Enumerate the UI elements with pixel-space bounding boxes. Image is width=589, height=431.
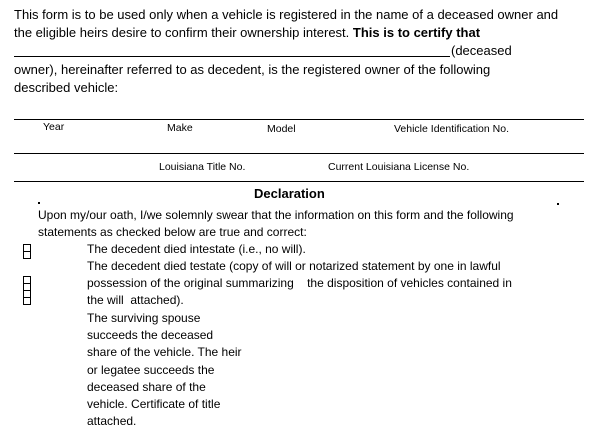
model-label: Model (267, 123, 296, 135)
option-testate-line-2: possession of the original summarizing the disposition of vehicles contained in (87, 276, 512, 290)
vin-label: Vehicle Identification No. (394, 123, 509, 135)
option-spouse-line: succeeds the deceased (87, 328, 214, 343)
option-testate-line-1: The decedent died testate (copy of will or notarized statement by one in lawful (87, 259, 501, 273)
intro-line-5: described vehicle: (14, 80, 119, 95)
option-spouse-line: The surviving spouse (87, 311, 201, 325)
decedent-name-field[interactable] (14, 56, 450, 57)
intro-line-2-text: the eligible heirs desire to confirm their ownership interest. (14, 25, 350, 40)
table-mid-rule (14, 153, 584, 154)
checkbox-heir[interactable] (23, 297, 31, 305)
year-label: Year (43, 121, 65, 133)
checkbox-intestate-2[interactable] (23, 251, 31, 259)
option-spouse-line: or legatee succeeds the (87, 362, 215, 377)
title-no-label: Louisiana Title No. (159, 161, 246, 173)
oath-line-2: statements as checked below are true and correct: (38, 225, 307, 239)
option-testate-line-3: the will attached). (87, 293, 184, 307)
certify-statement: This is to certify that (352, 25, 481, 40)
intro-line-1: This form is to be used only when a vehicle is registered in the name of a deceased owner and (14, 7, 559, 22)
option-spouse-heir (87, 310, 242, 430)
option-spouse-line: attached. (87, 414, 137, 429)
option-spouse-line: deceased share of the (87, 379, 206, 394)
stray-mark (38, 202, 40, 204)
stray-mark (557, 203, 559, 205)
option-spouse-line: share of the vehicle. The heir (87, 345, 242, 360)
make-label: Make (167, 122, 193, 134)
intro-line-4: owner), hereinafter referred to as decedent, is the registered owner of the following (14, 62, 491, 77)
table-top-rule (14, 119, 584, 120)
option-spouse-line: vehicle. Certificate of title (87, 397, 221, 412)
license-no-label: Current Louisiana License No. (328, 161, 470, 173)
oath-line-1: Upon my/our oath, I/we solemnly swear that the information on this form and the following (38, 208, 514, 222)
intro-line-2 (14, 24, 480, 42)
declaration-heading: Declaration (254, 186, 325, 201)
deceased-label: (deceased (451, 43, 512, 58)
option-intestate: The decedent died intestate (i.e., no will). (87, 242, 306, 256)
table-bottom-rule (14, 181, 584, 182)
